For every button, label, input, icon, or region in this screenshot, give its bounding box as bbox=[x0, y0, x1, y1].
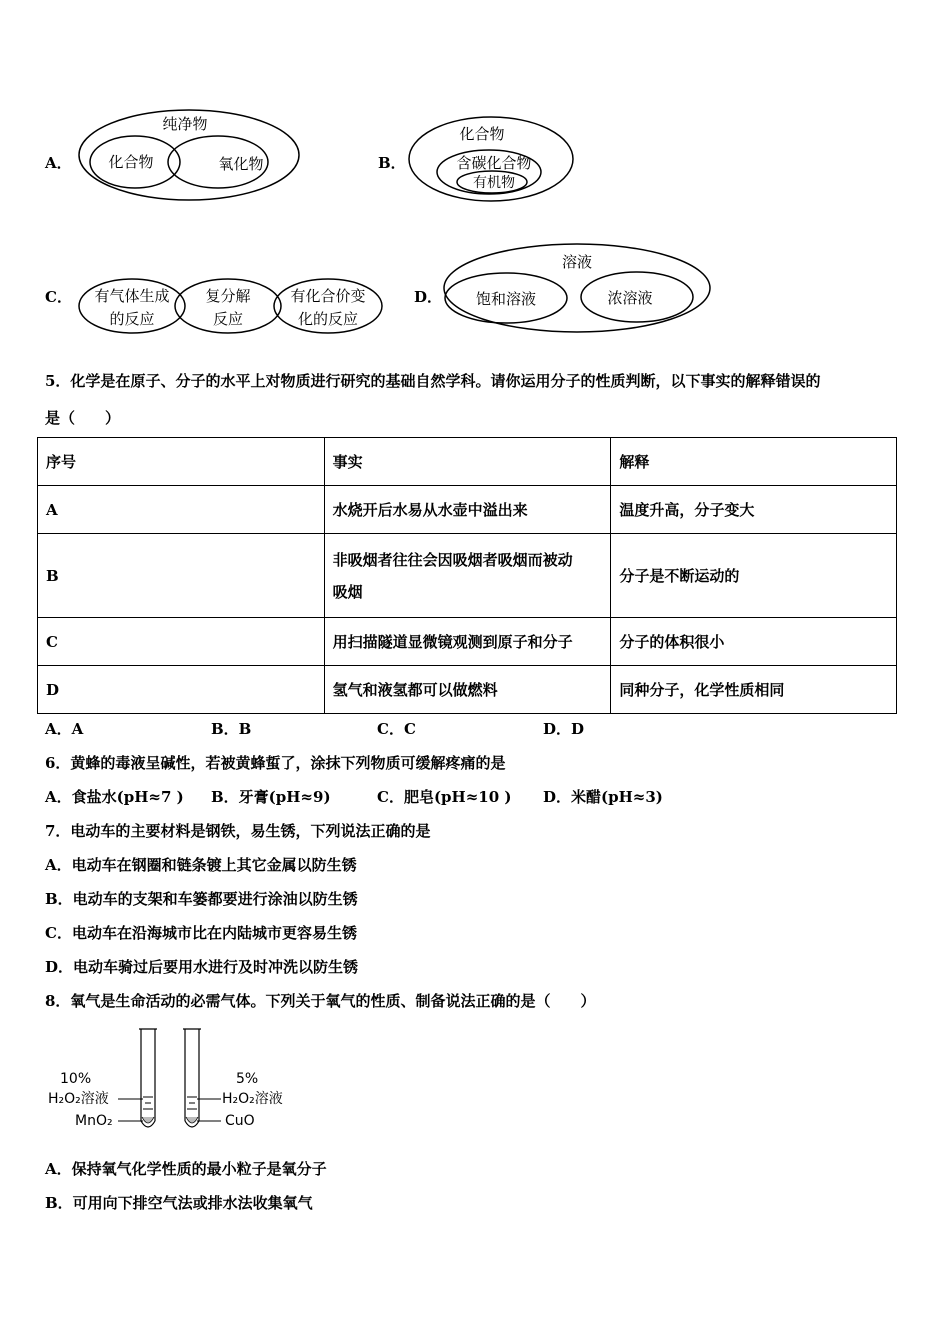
q5-options bbox=[45, 718, 584, 739]
test-tube-left bbox=[139, 1029, 157, 1127]
diagram-a bbox=[75, 105, 305, 205]
q5-option-b[interactable]: B．B bbox=[211, 720, 252, 738]
q6-options bbox=[45, 786, 663, 807]
right-solution: H₂O₂溶液 bbox=[222, 1091, 283, 1107]
row-explain: 分子是不断运动的 bbox=[611, 534, 897, 618]
diagram-d-outer-label: 溶液 bbox=[561, 253, 593, 271]
row-fact: 用扫描隧道显微镜观测到原子和分子 bbox=[324, 618, 611, 666]
q7-option-c[interactable]: C．电动车在沿海城市比在内陆城市更容易生锈 bbox=[45, 924, 357, 942]
table-row bbox=[38, 666, 897, 714]
q6-option-d[interactable]: D．米醋(pH≈3) bbox=[543, 788, 663, 806]
diagram-c-e3-line2: 化的反应 bbox=[297, 310, 359, 328]
diagram-c-e1-line2: 的反应 bbox=[109, 310, 155, 328]
row-id: B bbox=[38, 534, 325, 618]
row-explain: 同种分子，化学性质相同 bbox=[611, 666, 897, 714]
row-fact: 氢气和液氢都可以做燃料 bbox=[324, 666, 611, 714]
q6-option-b[interactable]: B．牙膏(pH≈9) bbox=[211, 788, 331, 806]
left-solution: H₂O₂溶液 bbox=[48, 1091, 109, 1107]
right-concentration: 5% bbox=[236, 1071, 259, 1087]
table-row bbox=[38, 486, 897, 534]
table-row bbox=[38, 534, 897, 618]
row-id: A bbox=[38, 486, 325, 534]
diagram-d bbox=[440, 240, 716, 336]
q5-option-d[interactable]: D．D bbox=[543, 720, 585, 738]
q8-stem: 8．氧气是生命活动的必需气体。下列关于氧气的性质、制备说法正确的是（ ） bbox=[45, 992, 596, 1010]
header-fact: 事实 bbox=[324, 438, 611, 486]
diagram-a-outer-label: 纯净物 bbox=[162, 115, 208, 133]
test-tube-right bbox=[183, 1029, 201, 1127]
row-fact-line2: 吸烟 bbox=[332, 582, 363, 601]
diagram-b bbox=[405, 112, 577, 204]
diagram-d-left-label: 饱和溶液 bbox=[475, 290, 537, 308]
q7-stem: 7．电动车的主要材料是钢铁，易生锈，下列说法正确的是 bbox=[45, 822, 431, 840]
diagram-d-right-label: 浓溶液 bbox=[607, 289, 653, 307]
diagram-b-outer-label: 化合物 bbox=[459, 125, 505, 143]
diagram-b-inner-label: 有机物 bbox=[473, 175, 515, 191]
row-id: D bbox=[38, 666, 325, 714]
row-fact: 水烧开后水易从水壶中溢出来 bbox=[324, 486, 611, 534]
q5-stem-line1: 5．化学是在原子、分子的水平上对物质进行研究的基础自然学科。请你运用分子的性质判断，以下事实的解释错误的 bbox=[45, 372, 821, 390]
test-tubes-figure bbox=[45, 1025, 305, 1135]
facts-table bbox=[37, 437, 897, 714]
row-explain: 分子的体积很小 bbox=[611, 618, 897, 666]
option-c-label: C． bbox=[45, 288, 72, 306]
right-catalyst: CuO bbox=[225, 1113, 255, 1129]
diagram-a-left-label: 化合物 bbox=[108, 153, 154, 171]
row-fact bbox=[324, 534, 611, 618]
option-b-label: B． bbox=[378, 154, 406, 172]
q5-option-a[interactable]: A．A bbox=[45, 720, 84, 738]
table-row bbox=[38, 618, 897, 666]
q7-option-b[interactable]: B．电动车的支架和车篓都要进行涂油以防生锈 bbox=[45, 890, 358, 908]
q6-stem: 6．黄蜂的毒液呈碱性，若被黄蜂蜇了，涂抹下列物质可缓解疼痛的是 bbox=[45, 754, 506, 772]
diagram-c-e2-line2: 反应 bbox=[212, 310, 244, 328]
diagram-c bbox=[75, 275, 387, 337]
option-a-label: A． bbox=[45, 154, 72, 172]
table-header-row bbox=[38, 438, 897, 486]
q5-option-c[interactable]: C．C bbox=[377, 720, 416, 738]
q7-option-a[interactable]: A．电动车在钢圈和链条镀上其它金属以防生锈 bbox=[45, 856, 357, 874]
q5-stem-line2: 是（ ） bbox=[45, 409, 121, 427]
row-id: C bbox=[38, 618, 325, 666]
q8-option-a[interactable]: A．保持氧气化学性质的最小粒子是氧分子 bbox=[45, 1160, 327, 1178]
header-explain: 解释 bbox=[611, 438, 897, 486]
row-explain: 温度升高，分子变大 bbox=[611, 486, 897, 534]
q8-option-b[interactable]: B．可用向下排空气法或排水法收集氧气 bbox=[45, 1194, 313, 1212]
header-id: 序号 bbox=[38, 438, 325, 486]
left-concentration: 10% bbox=[60, 1071, 92, 1087]
diagram-c-e2-line1: 复分解 bbox=[205, 287, 251, 305]
q6-option-a[interactable]: A．食盐水(pH≈7 ) bbox=[45, 788, 184, 806]
diagram-c-e3-line1: 有化合价变 bbox=[290, 287, 366, 305]
diagram-c-e1-line1: 有气体生成 bbox=[94, 287, 170, 305]
q6-option-c[interactable]: C．肥皂(pH≈10 ) bbox=[377, 788, 512, 806]
diagram-a-right-label: 氧化物 bbox=[218, 155, 264, 173]
diagram-b-middle-label: 含碳化合物 bbox=[456, 154, 532, 172]
option-d-label: D． bbox=[414, 288, 443, 306]
q7-option-d[interactable]: D．电动车骑过后要用水进行及时冲洗以防生锈 bbox=[45, 958, 359, 976]
row-fact-line1: 非吸烟者往往会因吸烟者吸烟而被动 bbox=[332, 550, 573, 569]
left-catalyst: MnO₂ bbox=[75, 1113, 113, 1129]
